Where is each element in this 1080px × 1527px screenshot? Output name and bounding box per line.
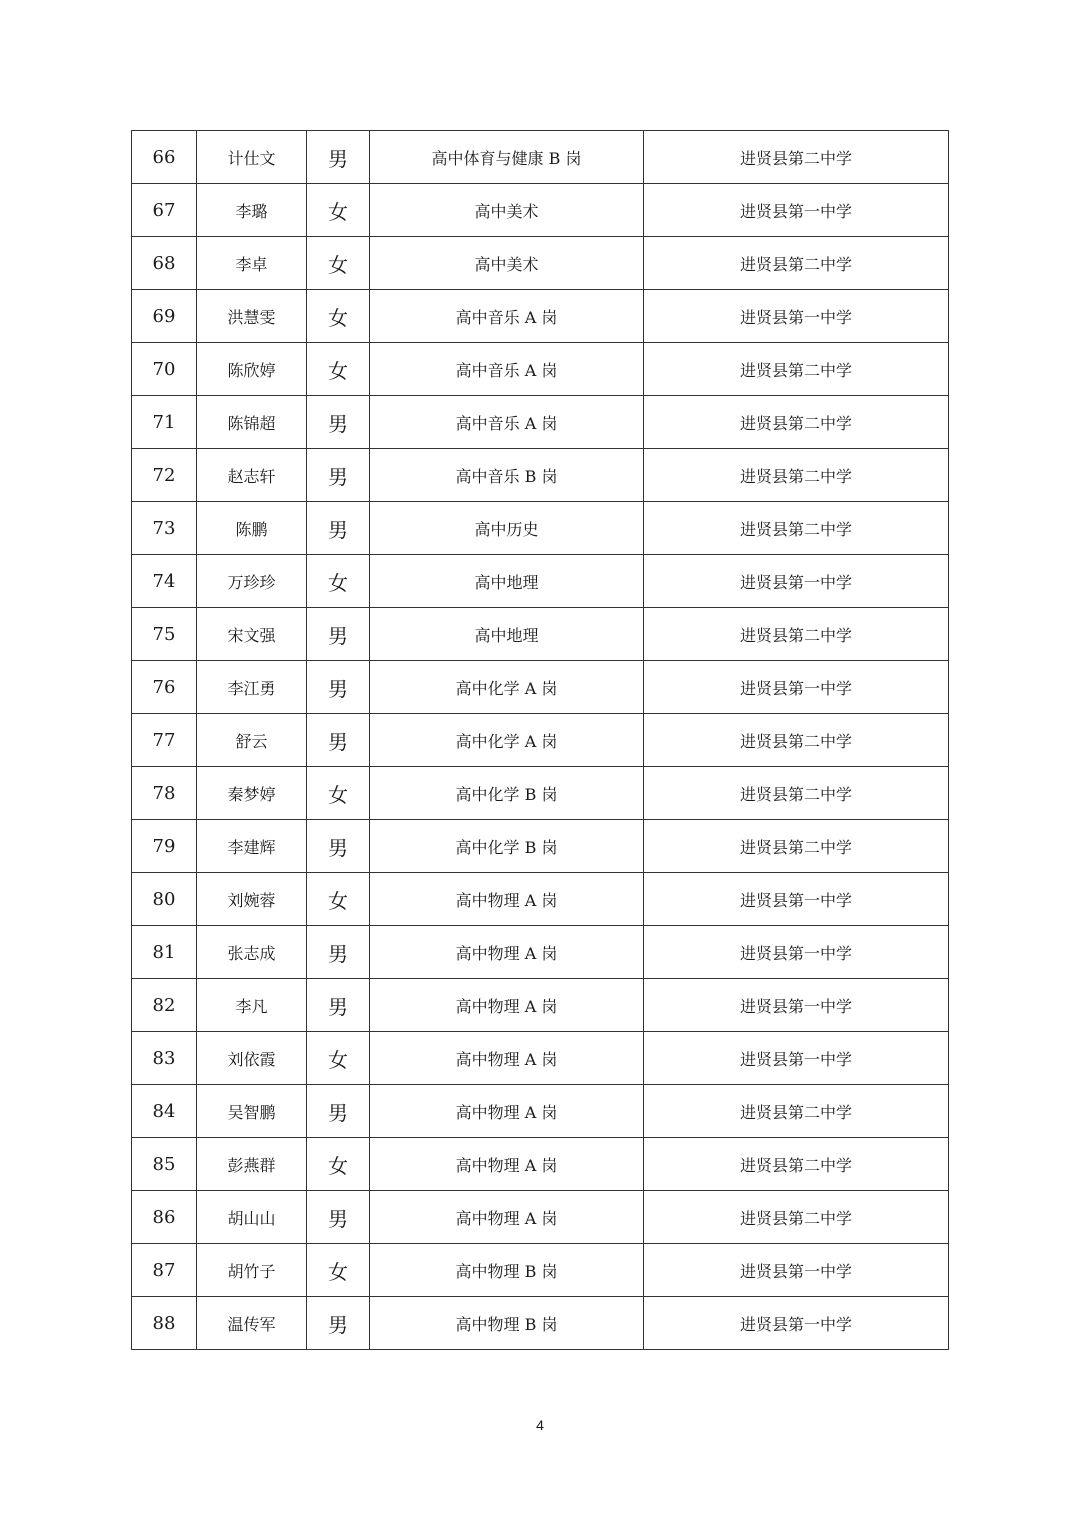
school-name: 进贤县第二中学 [644,714,949,767]
candidate-name: 秦梦婷 [197,767,307,820]
row-number: 68 [132,237,197,290]
table-row [132,290,949,343]
candidate-gender: 男 [307,926,370,979]
table-row [132,926,949,979]
table-row [132,1138,949,1191]
position-name: 高中音乐 B 岗 [370,449,644,502]
row-number: 66 [132,131,197,184]
row-number: 85 [132,1138,197,1191]
position-name: 高中音乐 A 岗 [370,343,644,396]
candidate-name: 万珍珍 [197,555,307,608]
position-name: 高中体育与健康 B 岗 [370,131,644,184]
row-number: 79 [132,820,197,873]
candidate-gender: 男 [307,449,370,502]
table-row [132,661,949,714]
position-name: 高中美术 [370,184,644,237]
candidate-name: 李江勇 [197,661,307,714]
candidate-name: 陈鹏 [197,502,307,555]
candidate-gender: 男 [307,131,370,184]
candidate-name: 计仕文 [197,131,307,184]
school-name: 进贤县第一中学 [644,1244,949,1297]
table-row [132,1244,949,1297]
candidate-gender: 男 [307,820,370,873]
row-number: 77 [132,714,197,767]
row-number: 69 [132,290,197,343]
row-number: 82 [132,979,197,1032]
position-name: 高中物理 A 岗 [370,1191,644,1244]
candidate-gender: 男 [307,714,370,767]
table-row [132,1032,949,1085]
table-row [132,237,949,290]
candidate-gender: 女 [307,1138,370,1191]
position-name: 高中音乐 A 岗 [370,290,644,343]
candidate-gender: 女 [307,237,370,290]
table-row [132,1191,949,1244]
candidate-name: 张志成 [197,926,307,979]
candidate-name: 李建辉 [197,820,307,873]
candidate-name: 陈欣婷 [197,343,307,396]
position-name: 高中历史 [370,502,644,555]
candidate-gender: 男 [307,979,370,1032]
table-row [132,131,949,184]
table-row [132,555,949,608]
candidate-name: 赵志轩 [197,449,307,502]
school-name: 进贤县第二中学 [644,767,949,820]
candidate-name: 胡竹子 [197,1244,307,1297]
candidate-gender: 男 [307,502,370,555]
position-name: 高中物理 A 岗 [370,1032,644,1085]
position-name: 高中物理 B 岗 [370,1297,644,1350]
table-row [132,449,949,502]
row-number: 88 [132,1297,197,1350]
candidate-gender: 男 [307,1085,370,1138]
table-row [132,608,949,661]
row-number: 83 [132,1032,197,1085]
position-name: 高中地理 [370,555,644,608]
position-name: 高中物理 B 岗 [370,1244,644,1297]
table-row [132,1085,949,1138]
candidate-gender: 男 [307,1191,370,1244]
candidate-gender: 男 [307,1297,370,1350]
candidate-gender: 男 [307,608,370,661]
row-number: 81 [132,926,197,979]
candidate-name: 宋文强 [197,608,307,661]
school-name: 进贤县第二中学 [644,1085,949,1138]
school-name: 进贤县第一中学 [644,184,949,237]
position-name: 高中物理 A 岗 [370,1085,644,1138]
school-name: 进贤县第二中学 [644,396,949,449]
row-number: 75 [132,608,197,661]
row-number: 86 [132,1191,197,1244]
row-number: 73 [132,502,197,555]
row-number: 74 [132,555,197,608]
row-number: 70 [132,343,197,396]
position-name: 高中化学 A 岗 [370,714,644,767]
table-row [132,979,949,1032]
school-name: 进贤县第一中学 [644,290,949,343]
table-row [132,1297,949,1350]
candidate-gender: 男 [307,396,370,449]
candidate-name: 舒云 [197,714,307,767]
row-number: 67 [132,184,197,237]
school-name: 进贤县第二中学 [644,237,949,290]
school-name: 进贤县第一中学 [644,873,949,926]
candidate-name: 刘依霞 [197,1032,307,1085]
candidate-gender: 女 [307,343,370,396]
row-number: 78 [132,767,197,820]
table-row [132,184,949,237]
school-name: 进贤县第二中学 [644,608,949,661]
school-name: 进贤县第一中学 [644,1032,949,1085]
school-name: 进贤县第一中学 [644,926,949,979]
row-number: 87 [132,1244,197,1297]
position-name: 高中物理 A 岗 [370,1138,644,1191]
school-name: 进贤县第二中学 [644,131,949,184]
candidate-name: 胡山山 [197,1191,307,1244]
row-number: 76 [132,661,197,714]
candidate-gender: 女 [307,873,370,926]
roster-table-body [132,131,949,1350]
table-row [132,714,949,767]
table-row [132,820,949,873]
candidate-gender: 女 [307,767,370,820]
row-number: 71 [132,396,197,449]
row-number: 80 [132,873,197,926]
table-row [132,873,949,926]
candidate-gender: 女 [307,290,370,343]
candidate-name: 李璐 [197,184,307,237]
candidate-name: 李凡 [197,979,307,1032]
candidate-name: 李卓 [197,237,307,290]
candidate-name: 彭燕群 [197,1138,307,1191]
school-name: 进贤县第一中学 [644,661,949,714]
table-row [132,396,949,449]
page-number: 4 [536,1417,544,1433]
table-row [132,502,949,555]
candidate-gender: 女 [307,555,370,608]
position-name: 高中物理 A 岗 [370,873,644,926]
position-name: 高中化学 A 岗 [370,661,644,714]
candidate-name: 刘婉蓉 [197,873,307,926]
row-number: 84 [132,1085,197,1138]
table-row [132,343,949,396]
school-name: 进贤县第一中学 [644,555,949,608]
position-name: 高中音乐 A 岗 [370,396,644,449]
school-name: 进贤县第一中学 [644,979,949,1032]
candidate-name: 洪慧雯 [197,290,307,343]
school-name: 进贤县第二中学 [644,343,949,396]
school-name: 进贤县第一中学 [644,1297,949,1350]
candidate-gender: 女 [307,1244,370,1297]
table-row [132,767,949,820]
candidate-name: 温传军 [197,1297,307,1350]
school-name: 进贤县第二中学 [644,820,949,873]
school-name: 进贤县第二中学 [644,449,949,502]
position-name: 高中美术 [370,237,644,290]
candidate-gender: 女 [307,184,370,237]
position-name: 高中物理 A 岗 [370,979,644,1032]
roster-table [131,130,949,1350]
position-name: 高中物理 A 岗 [370,926,644,979]
position-name: 高中化学 B 岗 [370,767,644,820]
school-name: 进贤县第二中学 [644,1138,949,1191]
school-name: 进贤县第二中学 [644,1191,949,1244]
candidate-name: 吴智鹏 [197,1085,307,1138]
position-name: 高中地理 [370,608,644,661]
candidate-gender: 女 [307,1032,370,1085]
candidate-name: 陈锦超 [197,396,307,449]
candidate-gender: 男 [307,661,370,714]
position-name: 高中化学 B 岗 [370,820,644,873]
school-name: 进贤县第二中学 [644,502,949,555]
row-number: 72 [132,449,197,502]
